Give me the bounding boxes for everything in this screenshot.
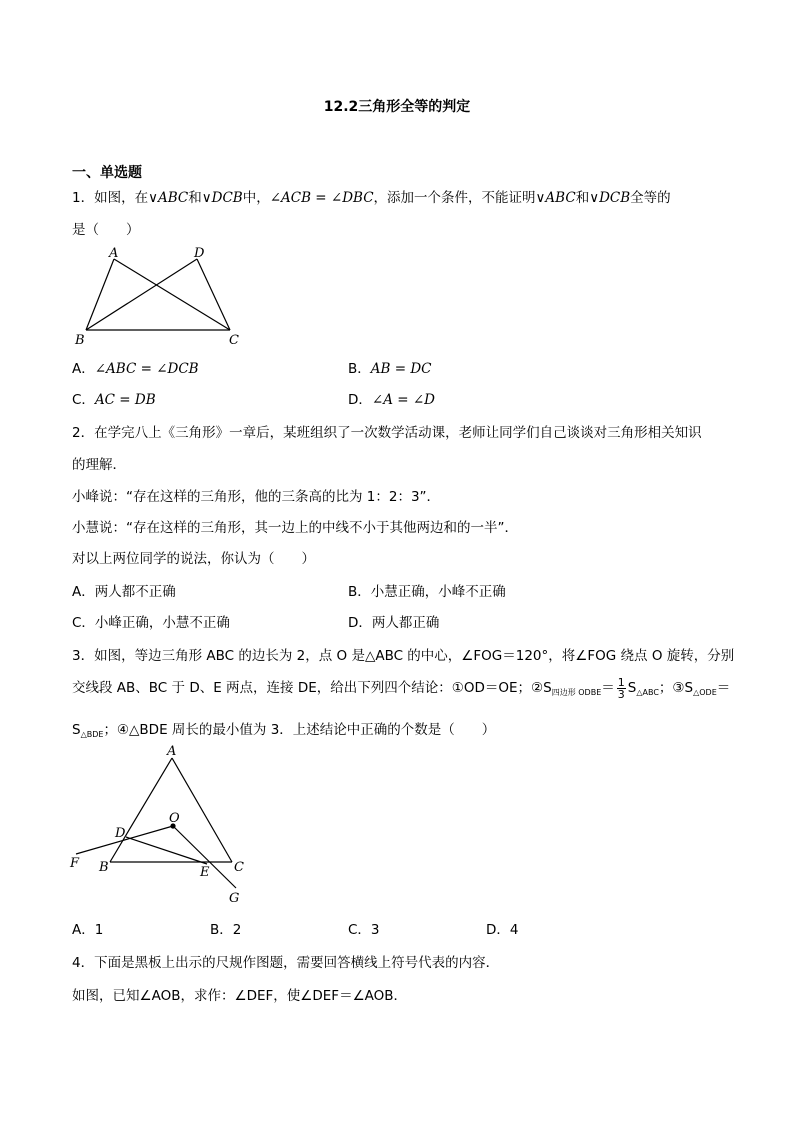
q3-option-c[interactable]: C．3 <box>348 922 380 938</box>
q1-option-a[interactable]: A．∠ABC = ∠DCB <box>72 361 199 377</box>
q1-label-a: A <box>109 246 119 261</box>
q1-option-c[interactable]: C．AC = DB <box>72 392 156 408</box>
q3-seg-ab <box>110 758 172 862</box>
fraction-one-third: $\frac{1}{3}$ <box>617 675 625 701</box>
q3-label-e: E <box>200 865 210 880</box>
q1-figure <box>72 244 252 348</box>
q3-option-a[interactable]: A．1 <box>72 922 104 938</box>
q2-line5: 对以上两位同学的说法，你认为（ ） <box>72 551 315 567</box>
q3-option-d[interactable]: D．4 <box>486 922 519 938</box>
q3-seg-ac <box>172 758 232 862</box>
q1-seg-ab <box>86 259 114 330</box>
q2-option-d[interactable]: D．两人都正确 <box>348 615 440 631</box>
q3-label-o: O <box>169 811 180 826</box>
q2-line1: 2．在学完八上《三角形》一章后，某班组织了一次数学活动课，老师让同学们自己谈谈对三角形相关知识 <box>72 425 702 441</box>
q3-figure <box>64 740 264 910</box>
q3-label-f: F <box>70 856 80 871</box>
q1-label-b: B <box>75 333 85 348</box>
q4-line2: 如图，已知∠AOB，求作：∠DEF，使∠DEF＝∠AOB． <box>72 988 408 1004</box>
q2-line2: 的理解． <box>72 457 126 473</box>
q3-label-g: G <box>229 891 240 906</box>
q3-label-c: C <box>234 860 244 875</box>
q3-line3: $S_{\triangle BDE}$；④△BDE 周长的最小值为 3．上述结论中正确的个数是（ ） <box>72 722 496 739</box>
q2-option-b[interactable]: B．小慧正确，小峰不正确 <box>348 584 506 600</box>
section-heading: 一、单选题 <box>72 165 142 181</box>
q1-option-d[interactable]: D．∠A = ∠D <box>348 392 435 408</box>
q3-option-b[interactable]: B．2 <box>210 922 242 938</box>
q1-seg-db <box>86 259 197 330</box>
q1-label-d: D <box>194 246 205 261</box>
q1-line1: 1．如图，在∨ABC和∨DCB中，∠ACB = ∠DBC，添加一个条件，不能证明∨ABC和∨DCB全等的 <box>72 190 671 206</box>
q1-option-b[interactable]: B．AB = DC <box>348 361 432 377</box>
q3-line1: 3．如图，等边三角形 ABC 的边长为 2，点 O 是△ABC 的中心，∠FOG＝120°，将∠FOG 绕点 O 旋转，分别 <box>72 648 735 664</box>
q2-line3: 小峰说：“存在这样的三角形，他的三条高的比为 1：2：3”． <box>72 489 441 505</box>
q4-line1: 4．下面是黑板上出示的尺规作图题，需要回答横线上符号代表的内容． <box>72 955 500 971</box>
q3-line2: 交线段 AB、BC 于 D、E 两点，连接 DE，给出下列四个结论：①OD＝OE；$②S_{四边形 ODBE}=$ $\frac{1}{3}$ $S_{\triangle ABC}$；$③S_{\triangle ODE}=$ <box>72 675 731 701</box>
q3-label-b: B <box>99 860 109 875</box>
q2-line4: 小慧说：“存在这样的三角形，其一边上的中线不小于其他两边和的一半”． <box>72 520 518 536</box>
q2-option-a[interactable]: A．两人都不正确 <box>72 584 176 600</box>
q3-label-a: A <box>167 744 177 759</box>
q1-line2: 是（ ） <box>72 222 140 238</box>
q2-option-c[interactable]: C．小峰正确，小慧不正确 <box>72 615 230 631</box>
q3-label-d: D <box>115 826 126 841</box>
q1-seg-ac <box>114 259 230 330</box>
page-title: 12.2三角形全等的判定 <box>323 99 471 115</box>
q3-seg-de <box>126 837 207 864</box>
q1-label-c: C <box>229 333 239 348</box>
